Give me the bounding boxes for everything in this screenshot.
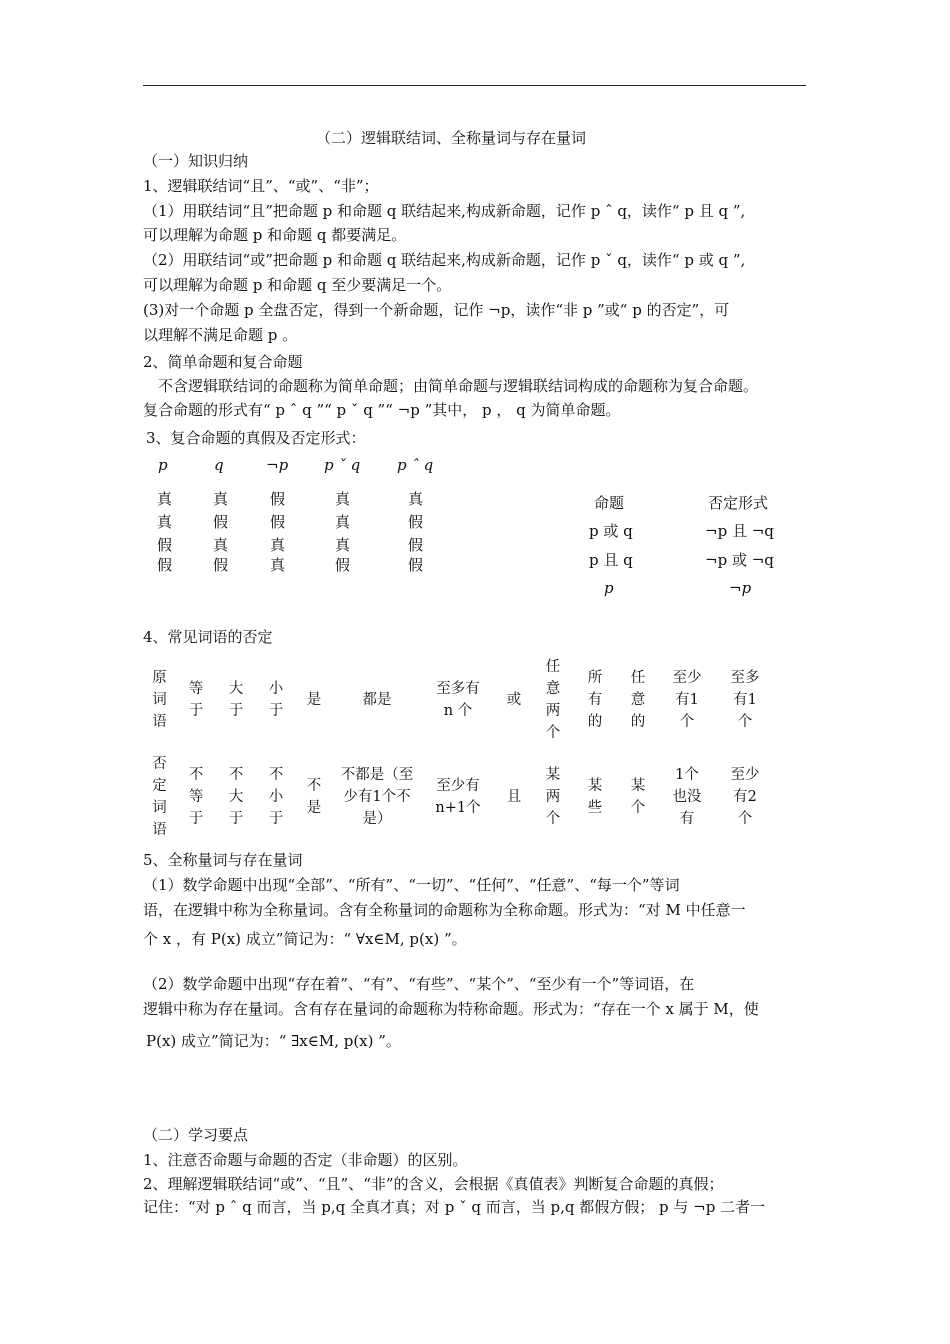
table-cell: 不大于 [228, 767, 244, 827]
table-cell: 至少有1个 [672, 669, 702, 730]
truth-cell: 真 [213, 536, 229, 554]
table-cell: 是 [306, 691, 322, 708]
section1-line: 可以理解为命题 p 和命题 q 都要满足。 [143, 226, 407, 244]
subheading-knowledge: （一）知识归纳 [143, 152, 249, 170]
section1-line: 以理解不满足命题 p 。 [143, 326, 298, 344]
negation-cell: p 或 q [589, 522, 633, 540]
table-cell: 不是 [306, 778, 322, 816]
table-cell: 不都是（至少有1个不是） [340, 767, 414, 827]
truth-cell: 真 [157, 513, 173, 531]
table-cell: 小于 [268, 680, 284, 719]
table-cell: 某两个 [545, 767, 561, 827]
negation-header: 命题 [594, 494, 625, 512]
truth-cell: 假 [157, 556, 173, 574]
truth-cell: 假 [270, 513, 286, 531]
truth-cell: 假 [213, 513, 229, 531]
table-cell: 等于 [188, 680, 204, 719]
table-cell: 某个 [630, 778, 646, 816]
section1-line: 可以理解为命题 p 和命题 q 至少要满足一个。 [143, 276, 452, 294]
truth-cell: 假 [408, 556, 424, 574]
table-cell: 原词语 [152, 669, 167, 730]
table-cell: 至少有 n+1个 [435, 778, 481, 816]
truth-header: ¬p [266, 456, 289, 474]
table-cell: 都是 [362, 691, 392, 708]
section2-line: 不含逻辑联结词的命题称为简单命题；由简单命题与逻辑联结词构成的命题称为复合命题。 [158, 377, 759, 395]
section2-heading: 2、简单命题和复合命题 [143, 353, 303, 371]
section2-line: 复合命题的形式有“ p ˆ q ”“ p ˇ q ”“ ¬p ”其中， p ， q 为简单命题。 [143, 401, 621, 419]
truth-header: p ˆ q [397, 456, 434, 474]
truth-header: q [214, 456, 224, 474]
negation-cell: ¬p 且 ¬q [705, 522, 774, 540]
section4-heading: 4、常见词语的否定 [143, 628, 273, 646]
section1-line: (3)对一个命题 p 全盘否定，得到一个新命题，记作 ¬p，读作“非 p ”或“ p 的否定”，可 [143, 301, 730, 319]
truth-cell: 真 [335, 490, 351, 508]
table-cell: 不等于 [188, 767, 204, 827]
table-cell: 1个也没有 [672, 767, 702, 827]
word-negation-table [143, 652, 774, 847]
truth-cell: 真 [157, 490, 173, 508]
negation-cell: p 且 q [589, 551, 633, 569]
truth-cell: 真 [335, 536, 351, 554]
section5-heading: 5、全称量词与存在量词 [143, 851, 303, 869]
table-cell: 任意两个 [545, 658, 561, 741]
negation-cell: ¬p 或 ¬q [705, 551, 774, 569]
section5-line: （2）数学命题中出现“存在着”、“有”、“有些”、“某个”、“至少有一个”等词语，在 [143, 975, 695, 993]
table-cell: 至多有1个 [730, 669, 760, 730]
table-row [143, 747, 774, 847]
page-title: （二）逻辑联结词、全称量词与存在量词 [316, 129, 587, 147]
learning-line: 记住：“对 p ˆ q 而言，当 p,q 全真才真；对 p ˇ q 而言，当 p,q 都假方假； p 与 ¬p 二者一 [143, 1198, 766, 1216]
truth-cell: 真 [213, 490, 229, 508]
header-rule [143, 85, 806, 86]
truth-cell: 假 [270, 490, 286, 508]
truth-header: p [158, 456, 168, 474]
section5-line: （1）数学命题中出现“全部”、“所有”、“一切”、“任何”、“任意”、“每一个”等词 [143, 876, 680, 894]
negation-header: 否定形式 [708, 494, 769, 512]
section5-line: 个 x ，有 P(x) 成立”简记为：“ ∀x∈M, p(x) ”。 [143, 930, 467, 948]
table-cell: 至多有 n 个 [436, 680, 480, 719]
truth-cell: 假 [335, 556, 351, 574]
negation-cell: ¬p [729, 579, 752, 597]
truth-cell: 假 [408, 536, 424, 554]
truth-cell: 假 [408, 513, 424, 531]
section3-heading: 3、复合命题的真假及否定形式： [146, 429, 366, 447]
section5-line: P(x) 成立”简记为：“ ∃x∈M, p(x) ”。 [146, 1032, 401, 1050]
truth-cell: 假 [213, 556, 229, 574]
subheading-learning: （二）学习要点 [143, 1126, 249, 1144]
section5-line: 语，在逻辑中称为全称量词。含有全称量词的命题称为全称命题。形式为：“对 M 中任意一 [143, 901, 746, 919]
section1-line: （1）用联结词“且”把命题 p 和命题 q 联结起来,构成新命题，记作 p ˆ q，读作“ p 且 q ”, [143, 202, 746, 220]
truth-cell: 假 [157, 536, 173, 554]
section1-line: （2）用联结词“或”把命题 p 和命题 q 联结起来,构成新命题，记作 p ˇ q，读作“ p 或 q ”, [143, 251, 746, 269]
learning-line: 2、理解逻辑联结词“或”、“且”、“非”的含义，会根据《真值表》判断复合命题的真假； [143, 1175, 724, 1193]
table-cell: 不小于 [268, 767, 284, 827]
table-cell: 且 [506, 789, 522, 805]
table-cell: 任意的 [630, 669, 646, 730]
section1-heading: 1、逻辑联结词“且”、“或”、“非”； [143, 177, 379, 195]
table-cell: 或 [506, 691, 522, 708]
negation-cell: p [604, 579, 614, 597]
section5-line: 逻辑中称为存在量词。含有存在量词的命题称为特称命题。形式为：“存在一个 x 属于 M，使 [143, 1000, 759, 1018]
table-row [143, 652, 774, 747]
table-cell: 某些 [587, 778, 603, 816]
truth-header: p ˇ q [324, 456, 361, 474]
truth-cell: 真 [408, 490, 424, 508]
table-cell: 大于 [228, 680, 244, 719]
truth-cell: 真 [270, 556, 286, 574]
table-cell: 否定词语 [152, 756, 167, 838]
table-cell: 至少有2个 [730, 767, 760, 827]
truth-cell: 真 [335, 513, 351, 531]
learning-line: 1、注意否命题与命题的否定（非命题）的区别。 [143, 1151, 468, 1169]
truth-cell: 真 [270, 536, 286, 554]
table-cell: 所有的 [587, 669, 603, 730]
